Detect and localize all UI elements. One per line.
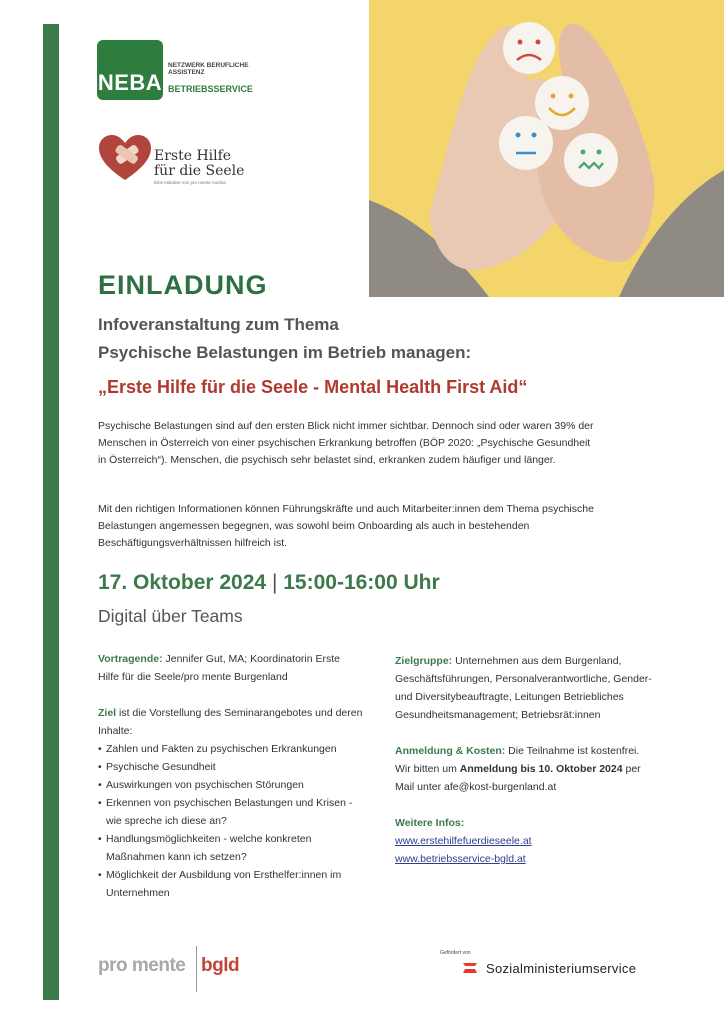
list-item: • Handlungsmöglichkeiten - welche konkreten Maßnahmen kann ich setzen? [98, 830, 363, 866]
list-item: • Psychische Gesundheit [98, 758, 363, 776]
goal-label: Ziel [98, 707, 117, 719]
target-group-label: Zielgruppe: [395, 655, 453, 667]
list-item: • Auswirkungen von psychischen Störungen [98, 776, 363, 794]
registration-email: per Mail unter afe@kost-burgenland.at [395, 763, 641, 793]
funded-by-label: Gefördert von [440, 950, 471, 956]
logo-divider [196, 946, 197, 992]
list-item: • Zahlen und Fakten zu psychischen Erkrankungen [98, 740, 363, 758]
heart-icon [97, 134, 153, 182]
target-group-block [395, 652, 655, 724]
hands-emoji-photo [369, 0, 724, 297]
list-item: • Erkennen von psychischen Belastungen und Krisen - wie spreche ich diese an? [98, 794, 363, 830]
neba-line1: NETZWERK BERUFLICHE ASSISTENZ [168, 62, 249, 76]
neba-logo [97, 40, 163, 100]
neutral-face-icon [499, 116, 553, 170]
registration-block [395, 742, 655, 796]
page-title: EINLADUNG [98, 270, 268, 300]
intro-paragraph-1: Psychische Belastungen sind auf den ersten Blick nicht immer sichtbar. Dennoch sind oder waren 39% der Menschen in Österreich von einer psychischen Erkrankung betroffen (BÖP 2020: „Psychische Gesundheit in Österreich“). Menschen, die psychisch sehr belastet sind, erkranken zudem häufiger und länger. [98, 420, 594, 466]
right-column [395, 652, 655, 868]
date-separator: | [271, 571, 278, 594]
neba-line2: BETRIEBSSERVICE [168, 84, 253, 94]
sick-face-icon [564, 133, 618, 187]
goal-list [98, 740, 363, 902]
intro-paragraph-2: Mit den richtigen Informationen können Führungskräfte und auch Mitarbeiter:innen dem Thema psychische Belastungen angemessen begegnen, was sowohl beim Onboarding als auch in bestehenden Beschäftigungsverhältnissen hilfreich ist. [98, 503, 594, 549]
bgld-logo: bgld [201, 955, 240, 976]
pro-mente-logo: pro mente [98, 955, 186, 976]
event-date-time [98, 571, 440, 595]
goal-block [98, 704, 363, 740]
registration-deadline: Anmeldung bis 10. Oktober 2024 [459, 763, 623, 775]
erste-hilfe-tagline: Eine Initiative von pro mente Austria [154, 180, 226, 185]
goal-text: ist die Vorstellung des Seminarangebotes und deren Inhalte: [98, 707, 363, 737]
speaker-label: Vortragende: [98, 653, 163, 665]
list-item: • Möglichkeit der Ausbildung von Ersthelfer:innen im Unternehmen [98, 866, 363, 902]
link-betriebsservice[interactable]: www.betriebsservice-bgld.at [395, 853, 526, 865]
target-group-text: Unternehmen aus dem Burgenland, Geschäftsführungen, Personalverantwortliche, Gender- und Diversitybeauftragte, Leitungen Betriebliches Gesundheitsmanagement; Betriebsrät:innen [395, 655, 652, 721]
left-column [98, 650, 363, 902]
speaker-block [98, 650, 363, 686]
event-date: 17. Oktober 2024 [98, 571, 267, 594]
austria-flag-icon [462, 962, 478, 974]
left-accent-bar [43, 24, 59, 1000]
happy-face-icon [535, 76, 589, 130]
sozialministeriumservice-logo: Sozialministeriumservice [486, 961, 637, 976]
info-label: Weitere Infos: [395, 817, 465, 829]
registration-text: Die Teilnahme ist kostenfrei. Wir bitten um [395, 745, 640, 775]
event-time: 15:00-16:00 Uhr [283, 571, 440, 594]
erste-hilfe-line1: Erste Hilfe [154, 148, 232, 164]
registration-label: Anmeldung & Kosten: [395, 745, 506, 757]
event-location: Digital über Teams [98, 606, 243, 626]
speaker-text: Jennifer Gut, MA; Koordinatorin Erste Hilfe für die Seele/pro mente Burgenland [98, 653, 340, 683]
event-title-quote: „Erste Hilfe für die Seele - Mental Health First Aid“ [98, 377, 528, 397]
subtitle-line2: Psychische Belastungen im Betrieb managen: [98, 343, 472, 362]
neba-logo-text: NEBA [97, 70, 163, 95]
sad-face-icon [503, 22, 555, 74]
erste-hilfe-line2: für die Seele [154, 163, 245, 179]
subtitle-line1: Infoveranstaltung zum Thema [98, 315, 339, 334]
link-erste-hilfe[interactable]: www.erstehilfefuerdieseele.at [395, 835, 532, 847]
